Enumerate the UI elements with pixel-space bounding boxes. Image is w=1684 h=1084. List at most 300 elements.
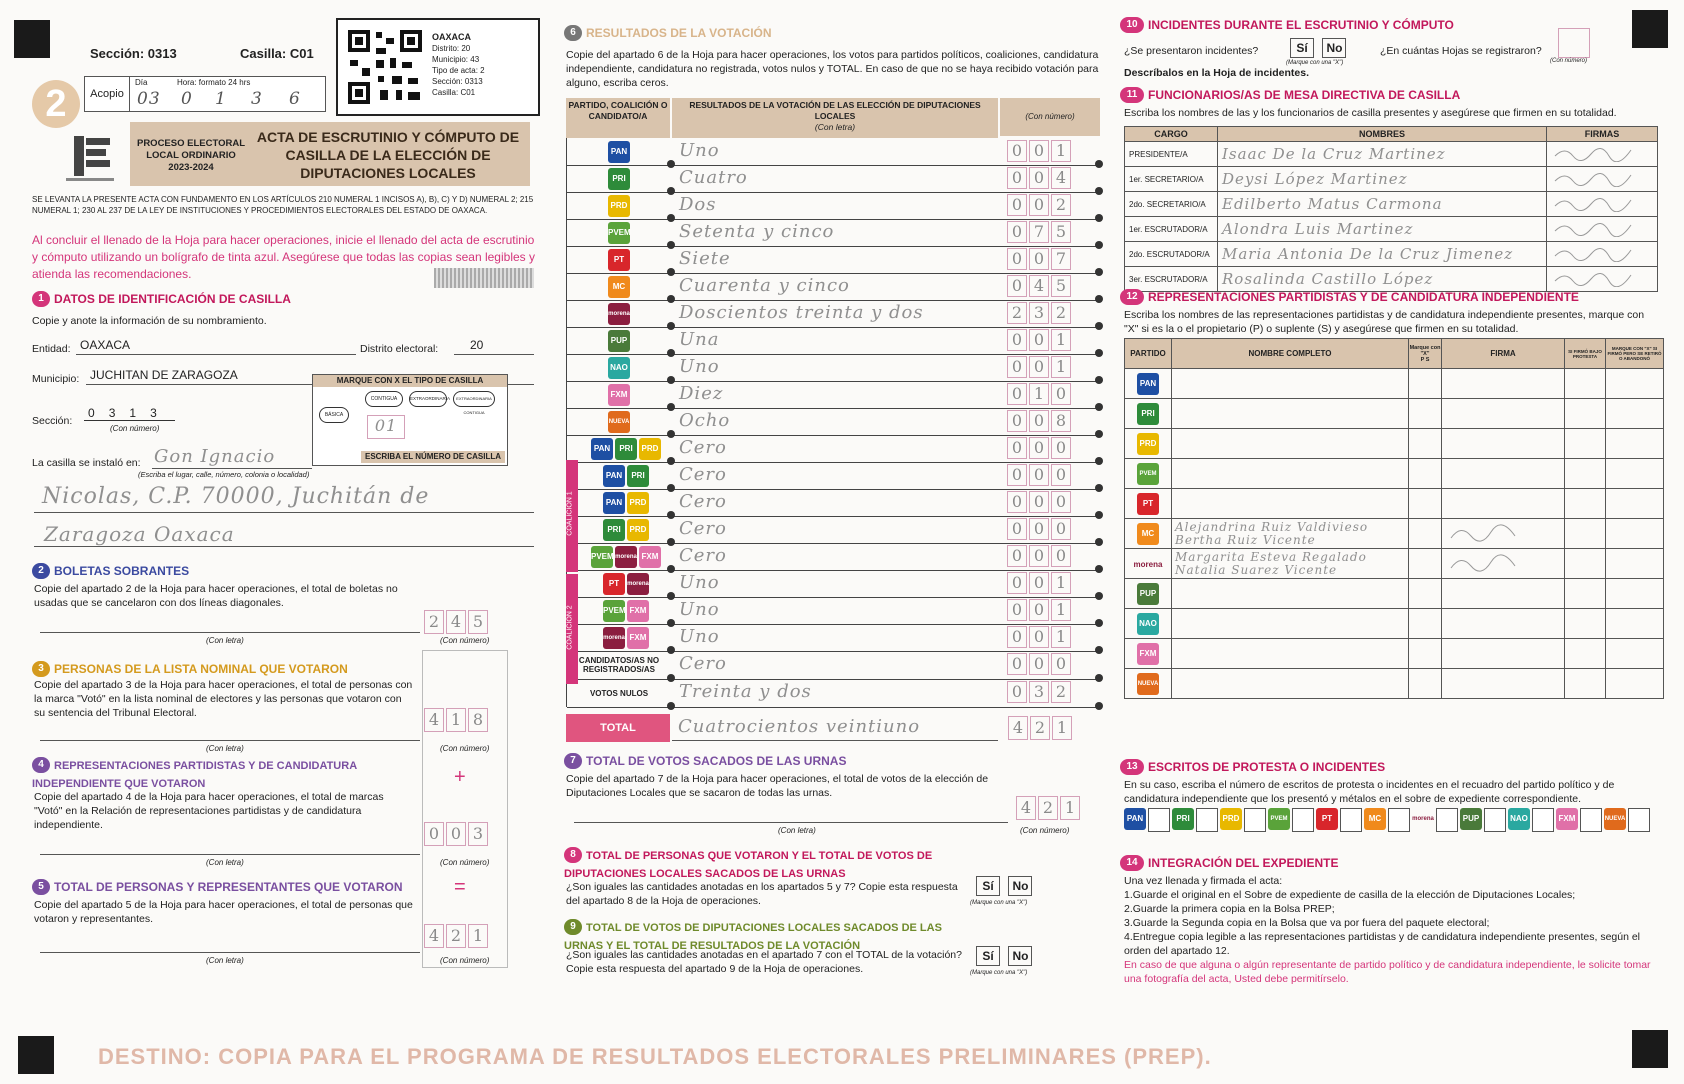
digit-box: 2 bbox=[1051, 681, 1071, 703]
representante-nombre[interactable] bbox=[1172, 609, 1409, 639]
representante-row bbox=[1125, 489, 1664, 519]
funcionario-row bbox=[1125, 217, 1658, 242]
digit-box: 5 bbox=[1051, 275, 1071, 297]
signature-scribble-icon bbox=[1445, 520, 1545, 546]
protest-count-box[interactable] bbox=[1340, 808, 1362, 832]
protest-count-box[interactable] bbox=[1628, 808, 1650, 832]
total-row bbox=[566, 714, 1100, 742]
funcionario-firma[interactable] bbox=[1547, 192, 1658, 217]
digit-box: 0 bbox=[1029, 140, 1049, 162]
result-row bbox=[567, 192, 1101, 220]
party-logo-icon: MC bbox=[608, 276, 630, 298]
sec7-header: 7 TOTAL DE VOTOS SACADOS DE LAS URNAS bbox=[564, 752, 846, 770]
digit-box: 0 bbox=[1007, 140, 1027, 162]
result-letra: Treinta y dos bbox=[679, 681, 812, 702]
result-digits bbox=[1007, 248, 1073, 270]
digit-box: 0 bbox=[1029, 329, 1049, 351]
digit-box: 2 bbox=[1007, 302, 1027, 324]
representante-partido bbox=[1125, 519, 1172, 549]
representante-nombre[interactable] bbox=[1172, 579, 1409, 609]
representante-nombre[interactable] bbox=[1172, 669, 1409, 699]
party-logo-icon: PRD bbox=[1137, 433, 1159, 455]
representante-retiro[interactable] bbox=[1606, 639, 1664, 669]
funcionario-firma[interactable] bbox=[1547, 242, 1658, 267]
seccion-label: Sección: 0313 bbox=[90, 46, 177, 61]
result-party-cell bbox=[581, 489, 671, 516]
digit-box: 2 bbox=[1051, 194, 1071, 216]
result-special-label: VOTOS NULOS bbox=[589, 688, 649, 698]
representante-nombre[interactable] bbox=[1172, 639, 1409, 669]
municipio-value: JUCHITAN DE ZARAGOZA bbox=[90, 368, 238, 382]
title-banner bbox=[130, 122, 530, 186]
representante-row bbox=[1125, 429, 1664, 459]
representante-firma[interactable] bbox=[1442, 519, 1565, 549]
digit-box: 3 bbox=[1029, 681, 1049, 703]
protest-count-box[interactable] bbox=[1580, 808, 1602, 832]
party-logo-icon: PRD bbox=[1220, 808, 1242, 830]
sec9-header: 9 TOTAL DE VOTOS DE DIPUTACIONES LOCALES SACADOS DE LAS URNAS Y EL TOTAL DE RESULTADOS DE LA VOTACIÓN bbox=[564, 920, 942, 952]
funcionario-row bbox=[1125, 142, 1658, 167]
sec6-header: 6 RESULTADOS DE LA VOTACIÓN bbox=[564, 24, 772, 42]
sec10-hojas-input[interactable] bbox=[1558, 28, 1590, 58]
results-table-header: PARTIDO, COALICIÓN O CANDIDATO/A RESULTADOS DE LA VOTACIÓN DE LAS ELECCIÓN DE DIPUTACIONES LOCALES (Con letra) (Con número) bbox=[566, 98, 1100, 136]
tipo-numero: 01 bbox=[367, 415, 405, 439]
representante-row bbox=[1125, 369, 1664, 399]
representante-retiro[interactable] bbox=[1606, 549, 1664, 579]
signature-scribble-icon bbox=[1551, 219, 1641, 237]
representante-ps[interactable] bbox=[1409, 669, 1442, 699]
result-letra: Cuatro bbox=[679, 167, 748, 188]
row-bullet bbox=[1095, 702, 1103, 710]
results-rows bbox=[566, 138, 1101, 707]
signature-scribble-icon bbox=[1551, 244, 1641, 262]
sec11-header: 11 FUNCIONARIOS/AS DE MESA DIRECTIVA DE CASILLA bbox=[1120, 86, 1460, 104]
representante-retiro[interactable] bbox=[1606, 369, 1664, 399]
barcode-patch bbox=[434, 268, 534, 288]
digit-box: 0 bbox=[1029, 491, 1049, 513]
funcionario-row bbox=[1125, 167, 1658, 192]
party-logo-icon: NAO bbox=[1137, 613, 1159, 635]
representante-firma[interactable] bbox=[1442, 579, 1565, 609]
sec10-header: 10 INCIDENTES DURANTE EL ESCRUTINIO Y CÓMPUTO bbox=[1120, 16, 1454, 34]
result-letra: Uno bbox=[679, 626, 720, 647]
result-digits bbox=[1007, 437, 1073, 459]
total-digits: 4 2 1 bbox=[1008, 716, 1074, 740]
result-letra: Uno bbox=[679, 572, 720, 593]
representante-ps[interactable] bbox=[1409, 429, 1442, 459]
representante-partido bbox=[1125, 639, 1172, 669]
result-party-cell bbox=[567, 273, 671, 300]
representante-nombre[interactable] bbox=[1172, 459, 1409, 489]
funcionario-nombre: Isaac De la Cruz Martinez bbox=[1218, 142, 1547, 167]
representante-row bbox=[1125, 399, 1664, 429]
protest-count-box[interactable] bbox=[1148, 808, 1170, 832]
representante-protesta[interactable] bbox=[1565, 369, 1606, 399]
representante-retiro[interactable] bbox=[1606, 459, 1664, 489]
digit-box: 1 bbox=[1051, 626, 1071, 648]
acta-number-badge: 2 bbox=[32, 80, 80, 128]
result-digits bbox=[1007, 681, 1073, 703]
party-logo-icon: NUEVA bbox=[1604, 808, 1626, 830]
funcionario-nombre: Deysi López Martinez bbox=[1218, 167, 1547, 192]
representante-ps[interactable] bbox=[1409, 549, 1442, 579]
sec3-digits: 4 1 8 bbox=[424, 708, 490, 732]
representante-ps[interactable] bbox=[1409, 579, 1442, 609]
representante-row bbox=[1125, 519, 1664, 549]
representante-protesta[interactable] bbox=[1565, 549, 1606, 579]
representante-firma[interactable] bbox=[1442, 489, 1565, 519]
result-letra: Uno bbox=[679, 356, 720, 377]
digit-box: 0 bbox=[1029, 248, 1049, 270]
representante-row bbox=[1125, 609, 1664, 639]
representante-protesta[interactable] bbox=[1565, 459, 1606, 489]
plus-sign: + bbox=[454, 766, 466, 788]
instruction-text: Al concluir el llenado de la Hoja para hacer operaciones, inicie el llenado del acta de escrutinio y cómputo utilizando un bolígrafo de tinta azul. Asegúrese que todas las copias sean legibles y atienda las recomendaciones. bbox=[32, 233, 535, 281]
sec7-digits: 4 2 1 bbox=[1016, 796, 1082, 820]
result-letra: Dos bbox=[679, 194, 717, 215]
sec9-answer bbox=[974, 946, 1034, 966]
protest-count-box[interactable] bbox=[1436, 808, 1458, 832]
party-logo-icon: FXM bbox=[627, 600, 649, 622]
digit-box: 0 bbox=[1029, 653, 1049, 675]
representante-partido bbox=[1125, 609, 1172, 639]
digit-box: 1 bbox=[1051, 140, 1071, 162]
result-special-label: CANDIDATOS/AS NO REGISTRADOS/AS bbox=[578, 656, 660, 674]
digit-box: 0 bbox=[1029, 167, 1049, 189]
digit-box: 0 bbox=[1007, 194, 1027, 216]
representante-ps[interactable] bbox=[1409, 519, 1442, 549]
digit-box: 1 bbox=[1029, 383, 1049, 405]
result-party-cell bbox=[567, 354, 671, 381]
party-logo-icon: PAN bbox=[603, 465, 625, 487]
result-digits bbox=[1007, 410, 1073, 432]
signature-scribble-icon bbox=[1551, 269, 1641, 287]
left-column: Sección: 0313 Casilla: C01 OAXACA Distrito: 20 Municipio: 43 Tipo de acta: 2 Sección: 0313 Casilla: C01 2 Acopio Día Hora: formato 24 hrs 03 0 1 3 6 PROCESO ELECTORAL LOCAL ORDINARIO 2023-2024 ACTA DE ESCRUTINIO Y CÓMPUTO DE CASILLA DE LA ELECCIÓN DE DIPUTACIONES LOCALES SE LEVANTA LA PRESENTE ACTA CON FUNDAMENTO EN LOS ARTÍCULOS 210 NUMERAL 1 INCISOS A), B), C) Y D) NUMERAL 2; 215 NUMERAL 1; 230 AL 237 DE LA LEY DE INSTITUCIONES Y PROCEDIMIENTOS ELECTORALES DEL ESTADO DE OAXACA. Al concluir el llenado de la Hoja para hacer operaciones, inicie el llenado del acta de escrutinio y cómputo utilizando un bolígrafo de tinta azul. Asegúrese que todas las copias sean legibles y atienda las recomendaciones. 1 DATOS DE IDENTIFICACIÓN DE CASILLA Copie y anote la información de su nombramiento. Entidad: OAXACA Distrito electoral: 20 Municipio: JUCHITAN DE ZARAGOZA Sección: 0313 (Con número) MARQUE CON X EL TIPO DE CASILLA BÁSICA CONTIGUA EXTRAORDINARIA EXTRAORDINARIA CONTIGUA 01 ESCRIBA EL NÚMERO DE CASILLA La casilla se instaló en: Gon Ignacio (Escriba el lugar, calle, número, colonia o localidad) Nicolas, C.P. 70000, Juchitán de Zaragoza Oaxaca 2 BOLETAS SOBRANTES Copie del apartado 2 de la Hoja para hacer operaciones, el total de boletas no usadas que se cancelaron con dos líneas diagonales. 2 4 5 (Con letra) (Con número) 3 PERSONAS DE LA LISTA NOMINAL QUE VOTARON Copie del apartado 3 de la Hoja para hacer operaciones, el total de personas con la marca "Votó" en la lista nominal de electores y las personas que votaron con su sentencia del Tribunal Electoral. 4 1 8 (Con letra) (Con número) 4 REPRESENTACIONES PARTIDISTAS Y DE CANDIDATURA INDEPENDIENTE QUE VOTARON + Copie del apartado 4 de la Hoja para hacer operaciones, el total de marcas "Votó" en la Relación de representaciones partidistas y de candidatura independiente. 0 0 3 (Con letra) (Con número) 5 TOTAL DE PERSONAS Y REPRESENTANTES QUE VOTARON = Copie del apartado 5 de la Hoja para hacer operaciones, el total de personas que votaron y representantes. 4 2 1 (Con letra) (Con número) bbox=[30, 14, 550, 1054]
representante-firma[interactable] bbox=[1442, 369, 1565, 399]
party-logo-icon: PUP bbox=[1460, 808, 1482, 830]
tipo-basica[interactable]: BÁSICA bbox=[319, 407, 349, 423]
sec4-digits: 0 0 3 bbox=[424, 822, 490, 846]
result-row bbox=[567, 219, 1101, 247]
party-logo-icon: FXM bbox=[1137, 643, 1159, 665]
sec2-digits: 2 4 5 bbox=[424, 610, 490, 634]
signature-scribble-icon bbox=[1445, 550, 1545, 576]
party-logo-icon: PVEM bbox=[1137, 463, 1159, 485]
result-row bbox=[567, 354, 1101, 382]
result-party-cell bbox=[581, 516, 671, 543]
representante-partido bbox=[1125, 669, 1172, 699]
sec10-no-checkbox[interactable]: No bbox=[1322, 38, 1346, 58]
party-logo-icon: morena bbox=[615, 546, 637, 568]
representante-protesta[interactable] bbox=[1565, 399, 1606, 429]
casilla-label: Casilla: C01 bbox=[240, 46, 314, 61]
result-letra: Uno bbox=[679, 140, 720, 161]
result-digits bbox=[1007, 167, 1073, 189]
result-party-cell bbox=[567, 192, 671, 219]
result-party-cell bbox=[581, 543, 671, 570]
representante-retiro[interactable] bbox=[1606, 429, 1664, 459]
digit-box: 0 bbox=[1051, 545, 1071, 567]
funcionario-nombre: Rosalinda Castillo López bbox=[1218, 267, 1547, 292]
sec8-si-checkbox[interactable]: Sí bbox=[976, 876, 1000, 896]
result-party-cell bbox=[567, 679, 671, 707]
signature-scribble-icon bbox=[1551, 169, 1641, 187]
representante-protesta[interactable] bbox=[1565, 519, 1606, 549]
digit-box: 0 bbox=[1007, 275, 1027, 297]
representante-partido bbox=[1125, 429, 1172, 459]
representante-firma[interactable] bbox=[1442, 399, 1565, 429]
protest-count-box[interactable] bbox=[1244, 808, 1266, 832]
result-letra: Cuarenta y cinco bbox=[679, 275, 850, 296]
sec5-header: 5 TOTAL DE PERSONAS Y REPRESENTANTES QUE VOTARON bbox=[32, 878, 403, 896]
representante-firma[interactable] bbox=[1442, 639, 1565, 669]
result-letra: Ocho bbox=[679, 410, 731, 431]
digit-box: 0 bbox=[1007, 167, 1027, 189]
result-digits bbox=[1007, 626, 1073, 648]
sec14-header: 14 INTEGRACIÓN DEL EXPEDIENTE bbox=[1120, 854, 1338, 872]
result-letra: Una bbox=[679, 329, 720, 350]
result-party-cell bbox=[567, 138, 671, 165]
digit-box: 0 bbox=[1007, 491, 1027, 513]
protest-count-box[interactable] bbox=[1388, 808, 1410, 832]
tipo-contigua[interactable]: CONTIGUA bbox=[365, 391, 403, 407]
digit-box: 0 bbox=[1029, 626, 1049, 648]
digit-box: 4 bbox=[1029, 275, 1049, 297]
middle-column: 6 RESULTADOS DE LA VOTACIÓN Copie del apartado 6 de la Hoja para hacer operaciones, los votos para partidos políticos, coaliciones, candidatura independiente, candidatura no registrada, votos nulos y TOTAL. En caso de que no se haya recibido votación para alguno, escriba ceros. PARTIDO, COALICIÓN O CANDIDATO/A RESULTADOS DE LA VOTACIÓN DE LAS ELECCIÓN DE DIPUTACIONES LOCALES (Con letra) (Con número) PAN Uno 0 0 1 PRI Cuatro 0 0 4 PRD Dos 0 0 2 PVEM Setenta y cinco 0 7 5 PT Siete 0 0 7 MC Cuarenta y cinco 0 4 5 morena Doscientos treinta y dos 2 3 2 PUP Una 0 0 1 NAO Uno 0 0 1 FXM Diez 0 1 0 NUEVA Ocho 0 0 8 PAN PRI PRD Cero 0 0 0 PAN PRI Cero 0 0 0 PAN PRD Cero 0 0 0 PRI PRD Cero 0 0 0 PVEM morena FXM Cero 0 0 0 PT morena Uno 0 0 1 PVEM FXM Uno 0 0 1 morena FXM Uno 0 0 1 CANDIDATOS/AS NO REGISTRADOS/AS Cero 0 0 0 VOTOS NULOS Treinta y dos 0 3 2 COALICIÓN 1 COALICIÓN 2 TOTAL Cuatrocientos veintiuno 4 2 1 7 TOTAL DE VOTOS SACADOS DE LAS URNAS Copie del apartado 7 de la Hoja para hacer operaciones, el total de votos de la elección de Diputaciones Locales que se sacaron de todas las urnas. 4 2 1 (Con letra) (Con número) 8 TOTAL DE PERSONAS QUE VOTARON Y EL TOTAL DE VOTOS DE DIPUTACIONES LOCALES SACADOS DE LAS URNAS ¿Son iguales las cantidades anotadas en los apartados 5 y 7? Copie esta respuesta del apartado 8 de la Hoja de operaciones. Sí No (Marque con una "X") 9 TOTAL DE VOTOS DE DIPUTACIONES LOCALES SACADOS DE LAS URNAS Y EL TOTAL DE RESULTADOS DE LA VOTACIÓN ¿Son iguales las cantidades anotadas en el apartado 7 con el TOTAL de la votación? Copie esta respuesta del apartado 9 de la Hoja de operaciones. Sí No (Marque con una "X") bbox=[564, 14, 1108, 1054]
representante-nombre[interactable] bbox=[1172, 429, 1409, 459]
representante-ps[interactable] bbox=[1409, 489, 1442, 519]
representante-ps[interactable] bbox=[1409, 639, 1442, 669]
party-logo-icon: PT bbox=[603, 573, 625, 595]
equals-sign: = bbox=[454, 876, 466, 898]
result-row bbox=[567, 327, 1101, 355]
funcionario-firma[interactable] bbox=[1547, 217, 1658, 242]
representante-nombre[interactable] bbox=[1172, 549, 1409, 579]
party-logo-icon: PRI bbox=[603, 519, 625, 541]
result-row bbox=[567, 273, 1101, 301]
party-logo-icon: morena bbox=[603, 627, 625, 649]
result-row bbox=[567, 624, 1101, 652]
row-bullet bbox=[667, 702, 675, 710]
party-logo-icon: FXM bbox=[608, 384, 630, 406]
digit-box: 2 bbox=[1051, 302, 1071, 324]
sec9-si-checkbox[interactable]: Sí bbox=[976, 946, 1000, 966]
funcionario-firma[interactable] bbox=[1547, 167, 1658, 192]
instalo-line-2: Nicolas, C.P. 70000, Juchitán de bbox=[42, 484, 430, 509]
distrito-value: 20 bbox=[470, 338, 484, 352]
seccion-digits: 0313 bbox=[84, 406, 175, 421]
digit-box: 0 bbox=[1051, 653, 1071, 675]
representante-firma[interactable] bbox=[1442, 549, 1565, 579]
result-party-cell bbox=[567, 651, 671, 679]
digit-box: 0 bbox=[1029, 572, 1049, 594]
result-digits bbox=[1007, 383, 1073, 405]
digit-box: 0 bbox=[1007, 410, 1027, 432]
sec4-header: 4 REPRESENTACIONES PARTIDISTAS Y DE CANDIDATURA INDEPENDIENTE QUE VOTARON bbox=[32, 758, 357, 790]
representante-protesta[interactable] bbox=[1565, 609, 1606, 639]
qr-block bbox=[336, 18, 540, 116]
funcionario-cargo: 1er. SECRETARIO/A bbox=[1125, 167, 1218, 192]
sec3-5-bracket bbox=[422, 650, 508, 968]
digit-box: 0 bbox=[1007, 464, 1027, 486]
result-letra: Cero bbox=[679, 464, 727, 485]
digit-box: 0 bbox=[1051, 464, 1071, 486]
signature-scribble-icon bbox=[1551, 194, 1641, 212]
digit-box: 1 bbox=[1051, 356, 1071, 378]
representante-nombre[interactable] bbox=[1172, 399, 1409, 429]
representante-nombre[interactable] bbox=[1172, 369, 1409, 399]
result-party-cell bbox=[567, 381, 671, 408]
party-logo-icon: PAN bbox=[1124, 808, 1146, 830]
funcionario-cargo: 2do. ESCRUTADOR/A bbox=[1125, 242, 1218, 267]
representante-protesta[interactable] bbox=[1565, 489, 1606, 519]
party-logo-icon: morena bbox=[627, 573, 649, 595]
party-logo-icon: PVEM bbox=[1268, 808, 1290, 830]
party-logo-icon: PVEM bbox=[591, 546, 613, 568]
result-row bbox=[567, 597, 1101, 625]
tipo-extraordinaria[interactable]: EXTRAORDINARIA bbox=[409, 391, 447, 407]
result-party-cell bbox=[581, 597, 671, 624]
representante-firma[interactable] bbox=[1442, 459, 1565, 489]
representante-protesta[interactable] bbox=[1565, 579, 1606, 609]
representante-protesta[interactable] bbox=[1565, 669, 1606, 699]
representante-firma[interactable] bbox=[1442, 669, 1565, 699]
digit-box: 0 bbox=[1007, 545, 1027, 567]
funcionario-cargo: 2do. SECRETARIO/A bbox=[1125, 192, 1218, 217]
result-party-cell bbox=[567, 408, 671, 435]
digit-box: 0 bbox=[1007, 329, 1027, 351]
representante-retiro[interactable] bbox=[1606, 399, 1664, 429]
result-party-cell bbox=[581, 435, 671, 462]
result-letra: Doscientos treinta y dos bbox=[679, 302, 924, 323]
digit-box: 0 bbox=[1051, 518, 1071, 540]
representante-protesta[interactable] bbox=[1565, 429, 1606, 459]
result-party-cell bbox=[581, 624, 671, 651]
result-letra: Setenta y cinco bbox=[679, 221, 835, 242]
result-row bbox=[567, 381, 1101, 409]
representante-row bbox=[1125, 549, 1664, 579]
result-digits bbox=[1007, 464, 1073, 486]
sec10-si-checkbox[interactable]: Sí bbox=[1290, 38, 1314, 58]
result-digits bbox=[1007, 329, 1073, 351]
result-digits bbox=[1007, 518, 1073, 540]
representante-nombre-line: Natalia Suarez Vicente bbox=[1175, 562, 1338, 577]
representante-row bbox=[1125, 579, 1664, 609]
digit-box: 0 bbox=[1007, 437, 1027, 459]
digit-box: 8 bbox=[1051, 410, 1071, 432]
protest-count-box[interactable] bbox=[1292, 808, 1314, 832]
digit-box: 1 bbox=[1051, 572, 1071, 594]
sec8-no-checkbox[interactable]: No bbox=[1008, 876, 1032, 896]
result-party-cell bbox=[567, 327, 671, 354]
representante-retiro[interactable] bbox=[1606, 609, 1664, 639]
sec8-answer bbox=[974, 876, 1034, 896]
result-row bbox=[567, 246, 1101, 274]
funcionario-nombre: Maria Antonia De la Cruz Jimenez bbox=[1218, 242, 1547, 267]
digit-box: 0 bbox=[1007, 518, 1027, 540]
representante-partido bbox=[1125, 369, 1172, 399]
representante-protesta[interactable] bbox=[1565, 639, 1606, 669]
result-digits bbox=[1007, 599, 1073, 621]
representante-retiro[interactable] bbox=[1606, 669, 1664, 699]
result-letra: Cero bbox=[679, 545, 727, 566]
representante-retiro[interactable] bbox=[1606, 579, 1664, 609]
representante-ps[interactable] bbox=[1409, 609, 1442, 639]
digit-box: 0 bbox=[1007, 248, 1027, 270]
party-logo-icon: PRI bbox=[608, 168, 630, 190]
representantes-table: PARTIDO NOMBRE COMPLETO Marque con "X" P S FIRMA SI FIRMÓ BAJO PROTESTA MARQUE CON "X" SI FIRMÓ PERO SE RETIRÓ O ABANDONÓ PAN PRI PRD PVEM PT MC Alejandrina Ruiz Valdivieso Bertha Ruiz Vicente morena Margarita Esteva Regalado Natalia Suarez Vicente PUP NAO FXM NUEVA bbox=[1124, 338, 1664, 699]
result-letra: Cero bbox=[679, 653, 727, 674]
sec9-no-checkbox[interactable]: No bbox=[1008, 946, 1032, 966]
representante-ps[interactable] bbox=[1409, 459, 1442, 489]
result-row bbox=[567, 300, 1101, 328]
party-logo-icon: PAN bbox=[608, 141, 630, 163]
sec3-header: 3 PERSONAS DE LA LISTA NOMINAL QUE VOTARON bbox=[32, 660, 348, 678]
result-party-cell bbox=[581, 462, 671, 489]
representante-row bbox=[1125, 669, 1664, 699]
protest-count-box[interactable] bbox=[1484, 808, 1506, 832]
representante-firma[interactable] bbox=[1442, 429, 1565, 459]
sec2-header: 2 BOLETAS SOBRANTES bbox=[32, 562, 189, 580]
result-letra: Siete bbox=[679, 248, 731, 269]
result-row bbox=[567, 408, 1101, 436]
result-row bbox=[567, 435, 1101, 463]
legal-text: SE LEVANTA LA PRESENTE ACTA CON FUNDAMENTO EN LOS ARTÍCULOS 210 NUMERAL 1 INCISOS A), B), C) Y D) NUMERAL 2; 215 NUMERAL 1; 230 AL 237 DE LA LEY DE INSTITUCIONES Y PROCEDIMIENTOS ELECTORALES DEL ESTADO DE OAXACA. bbox=[32, 195, 534, 215]
result-digits bbox=[1007, 572, 1073, 594]
representante-nombre[interactable] bbox=[1172, 519, 1409, 549]
sec10-answer bbox=[1288, 38, 1348, 58]
representante-nombre[interactable] bbox=[1172, 489, 1409, 519]
digit-box: 0 bbox=[1051, 437, 1071, 459]
party-logo-icon: PAN bbox=[603, 492, 625, 514]
party-logo-icon: PRD bbox=[627, 492, 649, 514]
funcionario-firma[interactable] bbox=[1547, 142, 1658, 167]
party-logo-icon: PRI bbox=[1137, 403, 1159, 425]
tipo-extraordinaria-contigua[interactable]: EXTRAORDINARIA CONTIGUA bbox=[453, 391, 495, 407]
party-logo-icon: PT bbox=[1316, 808, 1338, 830]
representante-retiro[interactable] bbox=[1606, 519, 1664, 549]
result-row bbox=[567, 516, 1101, 544]
result-digits bbox=[1007, 221, 1073, 243]
representante-firma[interactable] bbox=[1442, 609, 1565, 639]
representante-row bbox=[1125, 639, 1664, 669]
party-logo-icon: PRD bbox=[639, 438, 661, 460]
digit-box: 0 bbox=[1029, 437, 1049, 459]
funcionario-row bbox=[1125, 192, 1658, 217]
representante-ps[interactable] bbox=[1409, 399, 1442, 429]
representante-ps[interactable] bbox=[1409, 369, 1442, 399]
party-logo-icon: PRD bbox=[608, 195, 630, 217]
protest-count-box[interactable] bbox=[1532, 808, 1554, 832]
result-letra: Diez bbox=[679, 383, 724, 404]
digit-box: 0 bbox=[1007, 599, 1027, 621]
digit-box: 0 bbox=[1029, 518, 1049, 540]
protest-boxes-row bbox=[1124, 808, 1664, 836]
party-logo-icon: PT bbox=[1137, 493, 1159, 515]
result-party-cell bbox=[581, 570, 671, 597]
party-logo-icon: FXM bbox=[1556, 808, 1578, 830]
party-logo-icon: PUP bbox=[1137, 583, 1159, 605]
digit-box: 0 bbox=[1029, 356, 1049, 378]
party-logo-icon: FXM bbox=[639, 546, 661, 568]
funcionario-nombre: Edilberto Matus Carmona bbox=[1218, 192, 1547, 217]
representante-retiro[interactable] bbox=[1606, 489, 1664, 519]
protest-count-box[interactable] bbox=[1196, 808, 1218, 832]
result-row bbox=[567, 679, 1101, 708]
footer-destino: DESTINO: COPIA PARA EL PROGRAMA DE RESULTADOS ELECTORALES PRELIMINARES (PREP). bbox=[98, 1044, 1212, 1069]
digit-box: 0 bbox=[1029, 464, 1049, 486]
party-logo-icon: PRI bbox=[1172, 808, 1194, 830]
